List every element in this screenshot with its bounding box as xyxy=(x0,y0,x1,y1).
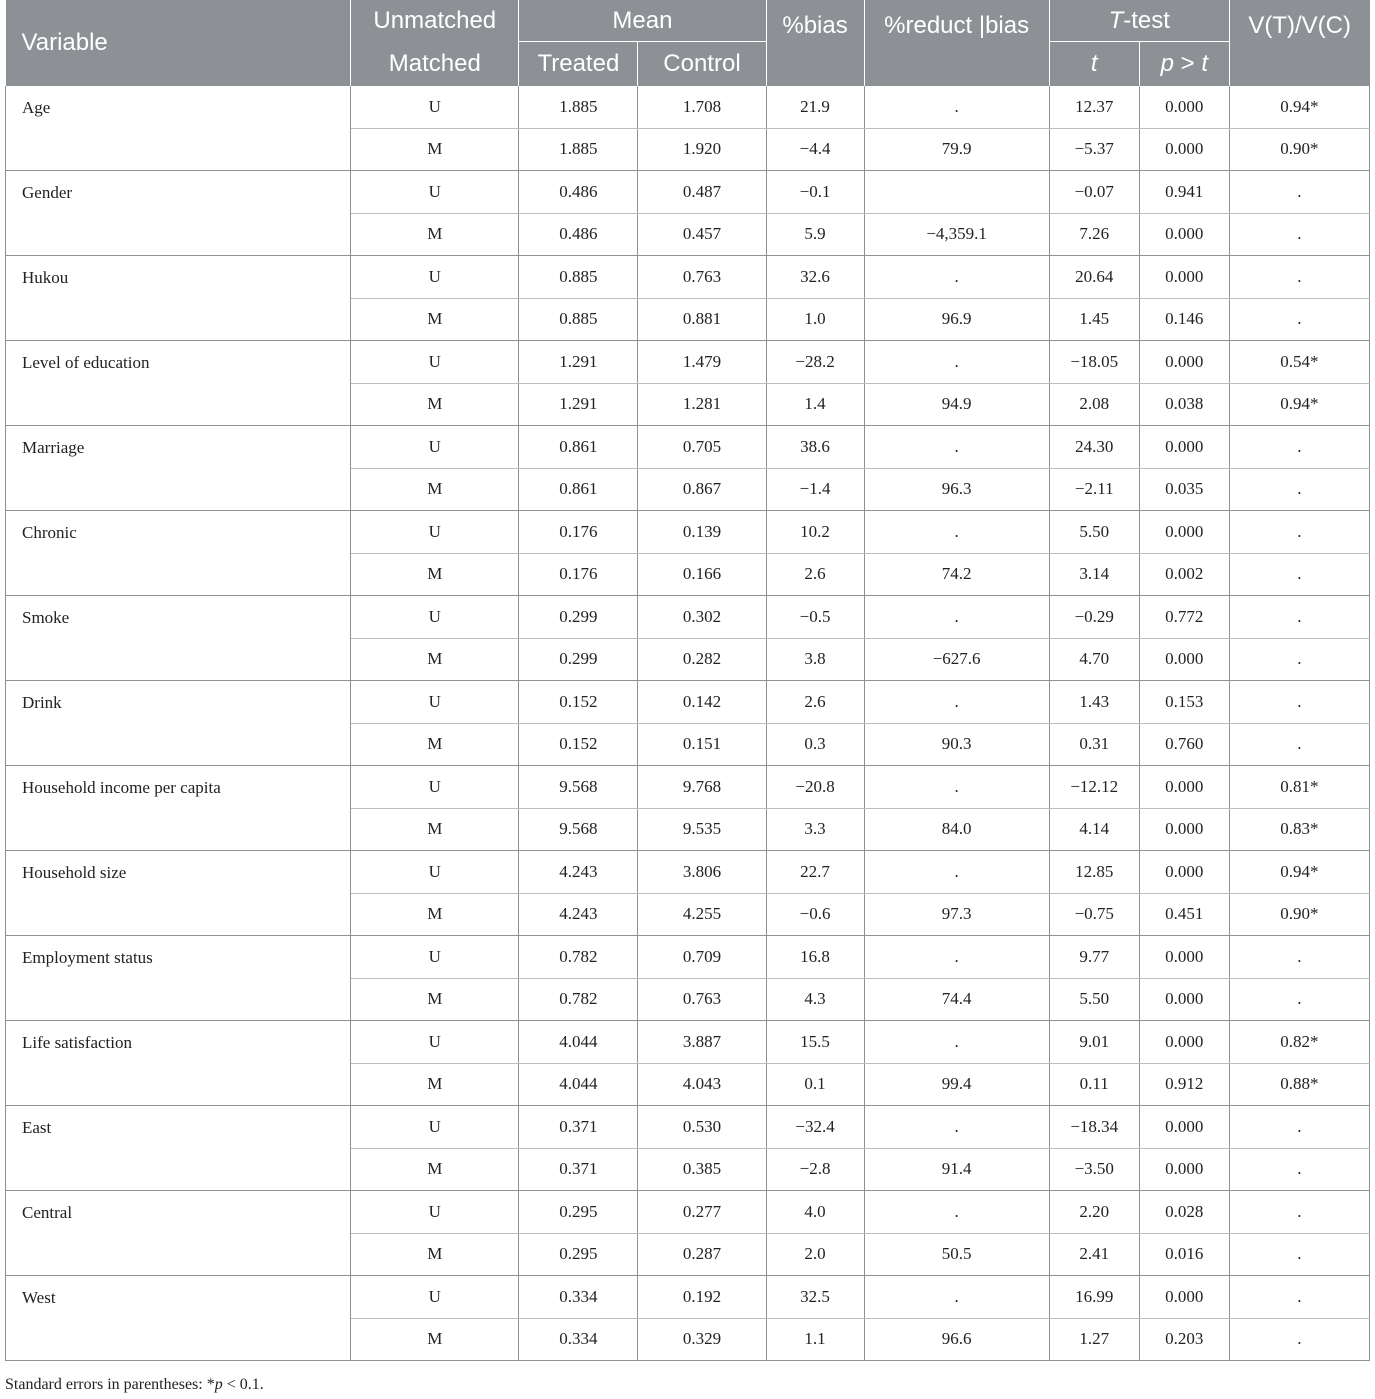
reduct-bias-cell: −627.6 xyxy=(864,638,1049,681)
reduct-bias-cell: 79.9 xyxy=(864,128,1049,171)
reduct-bias-cell: . xyxy=(864,1106,1049,1149)
bias-cell: 21.9 xyxy=(766,86,864,128)
treated-mean-cell: 9.568 xyxy=(519,766,638,809)
p-value-cell: 0.146 xyxy=(1139,298,1229,341)
reduct-bias-cell: 74.2 xyxy=(864,553,1049,596)
table-row-unmatched xyxy=(6,596,1370,639)
variable-name: Life satisfaction xyxy=(6,1021,351,1106)
reduct-bias-cell: 74.4 xyxy=(864,978,1049,1021)
control-mean-cell: 0.487 xyxy=(638,171,766,214)
sample-cell: U xyxy=(351,851,519,894)
t-value-cell: −0.75 xyxy=(1049,893,1139,936)
treated-mean-cell: 4.044 xyxy=(519,1021,638,1064)
treated-mean-cell: 0.486 xyxy=(519,213,638,256)
p-value-cell: 0.000 xyxy=(1139,341,1229,384)
table-row-unmatched xyxy=(6,1106,1370,1149)
bias-cell: 1.4 xyxy=(766,383,864,426)
bias-cell: −1.4 xyxy=(766,468,864,511)
reduct-bias-cell: 96.9 xyxy=(864,298,1049,341)
variance-ratio-cell: 0.94* xyxy=(1229,86,1369,128)
sample-cell: U xyxy=(351,1276,519,1319)
variable-name: Marriage xyxy=(6,426,351,511)
variance-ratio-cell: 0.90* xyxy=(1229,128,1369,171)
table-row-unmatched xyxy=(6,1191,1370,1234)
variable-name: Employment status xyxy=(6,936,351,1021)
treated-mean-cell: 1.291 xyxy=(519,341,638,384)
header-p-t: t xyxy=(1201,50,1208,77)
variance-ratio-cell: . xyxy=(1229,468,1369,511)
reduct-bias-cell: 84.0 xyxy=(864,808,1049,851)
variable-name: Household income per capita xyxy=(6,766,351,851)
variance-ratio-cell: . xyxy=(1229,1318,1369,1361)
control-mean-cell: 0.302 xyxy=(638,596,766,639)
reduct-bias-cell: . xyxy=(864,1276,1049,1319)
treated-mean-cell: 1.885 xyxy=(519,86,638,128)
bias-cell: 1.1 xyxy=(766,1318,864,1361)
bias-cell: −0.6 xyxy=(766,893,864,936)
bias-cell: 3.8 xyxy=(766,638,864,681)
t-value-cell: 3.14 xyxy=(1049,553,1139,596)
control-mean-cell: 0.166 xyxy=(638,553,766,596)
p-value-cell: 0.000 xyxy=(1139,86,1229,128)
control-mean-cell: 0.139 xyxy=(638,511,766,554)
p-value-cell: 0.035 xyxy=(1139,468,1229,511)
t-value-cell: −5.37 xyxy=(1049,128,1139,171)
reduct-bias-cell: 50.5 xyxy=(864,1233,1049,1276)
p-value-cell: 0.000 xyxy=(1139,1148,1229,1191)
treated-mean-cell: 0.152 xyxy=(519,723,638,766)
sample-cell: U xyxy=(351,426,519,469)
header-reduct: %reduct |bias xyxy=(864,0,1049,86)
control-mean-cell: 1.920 xyxy=(638,128,766,171)
header-unmatched: Unmatched xyxy=(351,0,519,42)
sample-cell: M xyxy=(351,213,519,256)
treated-mean-cell: 0.299 xyxy=(519,638,638,681)
reduct-bias-cell: . xyxy=(864,1021,1049,1064)
sample-cell: M xyxy=(351,128,519,171)
treated-mean-cell: 4.243 xyxy=(519,893,638,936)
variance-ratio-cell: . xyxy=(1229,1148,1369,1191)
sample-cell: M xyxy=(351,638,519,681)
variance-ratio-cell: . xyxy=(1229,171,1369,214)
table-row-unmatched xyxy=(6,171,1370,214)
variance-ratio-cell: 0.94* xyxy=(1229,851,1369,894)
variance-ratio-cell: . xyxy=(1229,256,1369,299)
bias-cell: 10.2 xyxy=(766,511,864,554)
control-mean-cell: 4.043 xyxy=(638,1063,766,1106)
variance-ratio-cell: 0.90* xyxy=(1229,893,1369,936)
treated-mean-cell: 0.295 xyxy=(519,1191,638,1234)
table-row-unmatched xyxy=(6,1276,1370,1319)
sample-cell: M xyxy=(351,1063,519,1106)
table-row-unmatched xyxy=(6,341,1370,384)
variance-ratio-cell: . xyxy=(1229,1276,1369,1319)
bias-cell: 38.6 xyxy=(766,426,864,469)
bias-cell: 32.5 xyxy=(766,1276,864,1319)
variance-ratio-cell: . xyxy=(1229,596,1369,639)
reduct-bias-cell: . xyxy=(864,1191,1049,1234)
bias-cell: −0.1 xyxy=(766,171,864,214)
footnote-suffix: < 0.1. xyxy=(222,1376,264,1393)
control-mean-cell: 0.277 xyxy=(638,1191,766,1234)
bias-cell: 2.0 xyxy=(766,1233,864,1276)
p-value-cell: 0.451 xyxy=(1139,893,1229,936)
p-value-cell: 0.000 xyxy=(1139,128,1229,171)
treated-mean-cell: 0.371 xyxy=(519,1106,638,1149)
p-value-cell: 0.000 xyxy=(1139,213,1229,256)
treated-mean-cell: 1.885 xyxy=(519,128,638,171)
treated-mean-cell: 0.885 xyxy=(519,256,638,299)
control-mean-cell: 9.535 xyxy=(638,808,766,851)
variance-ratio-cell: . xyxy=(1229,638,1369,681)
variance-ratio-cell: . xyxy=(1229,298,1369,341)
p-value-cell: 0.000 xyxy=(1139,1106,1229,1149)
control-mean-cell: 0.867 xyxy=(638,468,766,511)
treated-mean-cell: 0.295 xyxy=(519,1233,638,1276)
sample-cell: U xyxy=(351,341,519,384)
reduct-bias-cell xyxy=(864,171,1049,214)
variance-ratio-cell: 0.81* xyxy=(1229,766,1369,809)
variance-ratio-cell: 0.94* xyxy=(1229,383,1369,426)
p-value-cell: 0.000 xyxy=(1139,256,1229,299)
bias-cell: −2.8 xyxy=(766,1148,864,1191)
footnote-prefix: Standard errors in parentheses: * xyxy=(5,1376,215,1393)
control-mean-cell: 0.142 xyxy=(638,681,766,724)
t-value-cell: −18.34 xyxy=(1049,1106,1139,1149)
variance-ratio-cell: . xyxy=(1229,723,1369,766)
variance-ratio-cell: . xyxy=(1229,1106,1369,1149)
bias-cell: 15.5 xyxy=(766,1021,864,1064)
sample-cell: M xyxy=(351,468,519,511)
reduct-bias-cell: 90.3 xyxy=(864,723,1049,766)
t-value-cell: −2.11 xyxy=(1049,468,1139,511)
header-mean: Mean xyxy=(519,0,766,42)
treated-mean-cell: 0.782 xyxy=(519,978,638,1021)
reduct-bias-cell: 97.3 xyxy=(864,893,1049,936)
p-value-cell: 0.038 xyxy=(1139,383,1229,426)
control-mean-cell: 3.806 xyxy=(638,851,766,894)
sample-cell: U xyxy=(351,936,519,979)
p-value-cell: 0.000 xyxy=(1139,808,1229,851)
treated-mean-cell: 0.861 xyxy=(519,468,638,511)
table-row-unmatched xyxy=(6,86,1370,128)
reduct-bias-cell: . xyxy=(864,851,1049,894)
variance-ratio-cell: . xyxy=(1229,936,1369,979)
control-mean-cell: 0.763 xyxy=(638,978,766,1021)
reduct-bias-cell: . xyxy=(864,936,1049,979)
bias-cell: 5.9 xyxy=(766,213,864,256)
p-value-cell: 0.153 xyxy=(1139,681,1229,724)
sample-cell: U xyxy=(351,171,519,214)
p-value-cell: 0.000 xyxy=(1139,511,1229,554)
variance-ratio-cell: 0.83* xyxy=(1229,808,1369,851)
p-value-cell: 0.000 xyxy=(1139,1021,1229,1064)
footnote-p: p xyxy=(214,1376,223,1393)
p-value-cell: 0.002 xyxy=(1139,553,1229,596)
sample-cell: M xyxy=(351,553,519,596)
control-mean-cell: 0.709 xyxy=(638,936,766,979)
control-mean-cell: 9.768 xyxy=(638,766,766,809)
variable-name: West xyxy=(6,1276,351,1361)
table-row-unmatched xyxy=(6,681,1370,724)
treated-mean-cell: 0.371 xyxy=(519,1148,638,1191)
variance-ratio-cell: 0.88* xyxy=(1229,1063,1369,1106)
control-mean-cell: 0.385 xyxy=(638,1148,766,1191)
table-row-unmatched xyxy=(6,766,1370,809)
header-p xyxy=(1139,42,1229,87)
treated-mean-cell: 9.568 xyxy=(519,808,638,851)
treated-mean-cell: 0.334 xyxy=(519,1318,638,1361)
sample-cell: M xyxy=(351,808,519,851)
control-mean-cell: 1.479 xyxy=(638,341,766,384)
table-row-unmatched xyxy=(6,936,1370,979)
control-mean-cell: 0.287 xyxy=(638,1233,766,1276)
t-value-cell: −0.29 xyxy=(1049,596,1139,639)
p-value-cell: 0.772 xyxy=(1139,596,1229,639)
p-value-cell: 0.000 xyxy=(1139,766,1229,809)
control-mean-cell: 0.151 xyxy=(638,723,766,766)
control-mean-cell: 0.705 xyxy=(638,426,766,469)
header-bias: %bias xyxy=(766,0,864,86)
reduct-bias-cell: −4,359.1 xyxy=(864,213,1049,256)
bias-cell: 1.0 xyxy=(766,298,864,341)
treated-mean-cell: 0.486 xyxy=(519,171,638,214)
t-value-cell: 24.30 xyxy=(1049,426,1139,469)
variance-ratio-cell: . xyxy=(1229,1191,1369,1234)
t-value-cell: 1.45 xyxy=(1049,298,1139,341)
variable-name: Smoke xyxy=(6,596,351,681)
t-value-cell: 12.37 xyxy=(1049,86,1139,128)
bias-cell: 0.3 xyxy=(766,723,864,766)
header-ttest-italic: T xyxy=(1108,6,1124,34)
sample-cell: U xyxy=(351,86,519,128)
variable-name: Hukou xyxy=(6,256,351,341)
p-value-cell: 0.000 xyxy=(1139,1276,1229,1319)
header-ttest xyxy=(1049,0,1229,42)
t-value-cell: 12.85 xyxy=(1049,851,1139,894)
variable-name: Chronic xyxy=(6,511,351,596)
header-p-italic: p xyxy=(1160,50,1174,77)
treated-mean-cell: 0.861 xyxy=(519,426,638,469)
t-value-cell: 20.64 xyxy=(1049,256,1139,299)
treated-mean-cell: 4.243 xyxy=(519,851,638,894)
variance-ratio-cell: . xyxy=(1229,978,1369,1021)
sample-cell: M xyxy=(351,978,519,1021)
t-value-cell: 1.43 xyxy=(1049,681,1139,724)
t-value-cell: −12.12 xyxy=(1049,766,1139,809)
t-value-cell: 7.26 xyxy=(1049,213,1139,256)
treated-mean-cell: 0.176 xyxy=(519,553,638,596)
p-value-cell: 0.941 xyxy=(1139,171,1229,214)
reduct-bias-cell: . xyxy=(864,256,1049,299)
t-value-cell: 2.20 xyxy=(1049,1191,1139,1234)
control-mean-cell: 0.881 xyxy=(638,298,766,341)
t-value-cell: 9.77 xyxy=(1049,936,1139,979)
sample-cell: U xyxy=(351,511,519,554)
control-mean-cell: 0.282 xyxy=(638,638,766,681)
t-value-cell: −18.05 xyxy=(1049,341,1139,384)
reduct-bias-cell: . xyxy=(864,426,1049,469)
treated-mean-cell: 1.291 xyxy=(519,383,638,426)
t-value-cell: 4.14 xyxy=(1049,808,1139,851)
sample-cell: U xyxy=(351,1106,519,1149)
reduct-bias-cell: . xyxy=(864,766,1049,809)
bias-cell: 2.6 xyxy=(766,553,864,596)
sample-cell: U xyxy=(351,681,519,724)
control-mean-cell: 1.281 xyxy=(638,383,766,426)
sample-cell: M xyxy=(351,1233,519,1276)
variance-ratio-cell: . xyxy=(1229,681,1369,724)
variable-name: Central xyxy=(6,1191,351,1276)
control-mean-cell: 0.457 xyxy=(638,213,766,256)
control-mean-cell: 4.255 xyxy=(638,893,766,936)
balance-table-container xyxy=(5,0,1370,1361)
header-t xyxy=(1049,42,1139,87)
bias-cell: 32.6 xyxy=(766,256,864,299)
p-value-cell: 0.203 xyxy=(1139,1318,1229,1361)
t-value-cell: 5.50 xyxy=(1049,978,1139,1021)
treated-mean-cell: 4.044 xyxy=(519,1063,638,1106)
bias-cell: 0.1 xyxy=(766,1063,864,1106)
reduct-bias-cell: . xyxy=(864,596,1049,639)
header-matched: Matched xyxy=(351,42,519,87)
bias-cell: 3.3 xyxy=(766,808,864,851)
control-mean-cell: 0.329 xyxy=(638,1318,766,1361)
reduct-bias-cell: 99.4 xyxy=(864,1063,1049,1106)
sample-cell: M xyxy=(351,1318,519,1361)
reduct-bias-cell: . xyxy=(864,86,1049,128)
variance-ratio-cell: . xyxy=(1229,426,1369,469)
variable-name: East xyxy=(6,1106,351,1191)
variance-ratio-cell: 0.82* xyxy=(1229,1021,1369,1064)
t-value-cell: 5.50 xyxy=(1049,511,1139,554)
variable-name: Level of education xyxy=(6,341,351,426)
t-value-cell: 2.41 xyxy=(1049,1233,1139,1276)
t-value-cell: 0.11 xyxy=(1049,1063,1139,1106)
p-value-cell: 0.000 xyxy=(1139,638,1229,681)
reduct-bias-cell: 96.6 xyxy=(864,1318,1049,1361)
t-value-cell: 4.70 xyxy=(1049,638,1139,681)
bias-cell: 4.0 xyxy=(766,1191,864,1234)
sample-cell: M xyxy=(351,298,519,341)
header-control: Control xyxy=(638,42,766,87)
sample-cell: U xyxy=(351,1021,519,1064)
header-p-gt: > xyxy=(1173,50,1202,77)
control-mean-cell: 3.887 xyxy=(638,1021,766,1064)
t-value-cell: 0.31 xyxy=(1049,723,1139,766)
balance-table xyxy=(5,0,1370,1361)
t-value-cell: 9.01 xyxy=(1049,1021,1139,1064)
table-header xyxy=(6,0,1370,86)
bias-cell: −20.8 xyxy=(766,766,864,809)
t-value-cell: 2.08 xyxy=(1049,383,1139,426)
table-row-unmatched xyxy=(6,1021,1370,1064)
reduct-bias-cell: . xyxy=(864,341,1049,384)
variable-name: Household size xyxy=(6,851,351,936)
treated-mean-cell: 0.299 xyxy=(519,596,638,639)
bias-cell: 16.8 xyxy=(766,936,864,979)
p-value-cell: 0.760 xyxy=(1139,723,1229,766)
sample-cell: U xyxy=(351,1191,519,1234)
treated-mean-cell: 0.152 xyxy=(519,681,638,724)
treated-mean-cell: 0.885 xyxy=(519,298,638,341)
variable-name: Drink xyxy=(6,681,351,766)
bias-cell: 4.3 xyxy=(766,978,864,1021)
control-mean-cell: 0.192 xyxy=(638,1276,766,1319)
table-row-unmatched xyxy=(6,256,1370,299)
variance-ratio-cell: 0.54* xyxy=(1229,341,1369,384)
header-variable: Variable xyxy=(6,0,351,86)
reduct-bias-cell: 94.9 xyxy=(864,383,1049,426)
bias-cell: −32.4 xyxy=(766,1106,864,1149)
variance-ratio-cell: . xyxy=(1229,1233,1369,1276)
header-vratio: V(T)/V(C) xyxy=(1229,0,1369,86)
header-t-label: t xyxy=(1090,50,1098,77)
treated-mean-cell: 0.782 xyxy=(519,936,638,979)
p-value-cell: 0.000 xyxy=(1139,851,1229,894)
p-value-cell: 0.000 xyxy=(1139,978,1229,1021)
control-mean-cell: 0.763 xyxy=(638,256,766,299)
header-ttest-rest: -test xyxy=(1123,6,1170,34)
variance-ratio-cell: . xyxy=(1229,553,1369,596)
t-value-cell: 1.27 xyxy=(1049,1318,1139,1361)
t-value-cell: −3.50 xyxy=(1049,1148,1139,1191)
sample-cell: M xyxy=(351,383,519,426)
variance-ratio-cell: . xyxy=(1229,511,1369,554)
bias-cell: 22.7 xyxy=(766,851,864,894)
sample-cell: M xyxy=(351,1148,519,1191)
control-mean-cell: 0.530 xyxy=(638,1106,766,1149)
reduct-bias-cell: . xyxy=(864,681,1049,724)
table-body xyxy=(6,86,1370,1361)
footnote xyxy=(5,1376,264,1394)
reduct-bias-cell: 96.3 xyxy=(864,468,1049,511)
p-value-cell: 0.912 xyxy=(1139,1063,1229,1106)
variance-ratio-cell: . xyxy=(1229,213,1369,256)
bias-cell: 2.6 xyxy=(766,681,864,724)
control-mean-cell: 1.708 xyxy=(638,86,766,128)
reduct-bias-cell: . xyxy=(864,511,1049,554)
bias-cell: −28.2 xyxy=(766,341,864,384)
treated-mean-cell: 0.176 xyxy=(519,511,638,554)
p-value-cell: 0.000 xyxy=(1139,936,1229,979)
bias-cell: −0.5 xyxy=(766,596,864,639)
table-row-unmatched xyxy=(6,851,1370,894)
variable-name: Gender xyxy=(6,171,351,256)
sample-cell: U xyxy=(351,256,519,299)
bias-cell: −4.4 xyxy=(766,128,864,171)
table-row-unmatched xyxy=(6,511,1370,554)
p-value-cell: 0.000 xyxy=(1139,426,1229,469)
table-row-unmatched xyxy=(6,426,1370,469)
p-value-cell: 0.016 xyxy=(1139,1233,1229,1276)
variable-name: Age xyxy=(6,86,351,171)
header-treated: Treated xyxy=(519,42,638,87)
t-value-cell: 16.99 xyxy=(1049,1276,1139,1319)
p-value-cell: 0.028 xyxy=(1139,1191,1229,1234)
treated-mean-cell: 0.334 xyxy=(519,1276,638,1319)
t-value-cell: −0.07 xyxy=(1049,171,1139,214)
sample-cell: M xyxy=(351,893,519,936)
sample-cell: U xyxy=(351,596,519,639)
sample-cell: M xyxy=(351,723,519,766)
reduct-bias-cell: 91.4 xyxy=(864,1148,1049,1191)
sample-cell: U xyxy=(351,766,519,809)
